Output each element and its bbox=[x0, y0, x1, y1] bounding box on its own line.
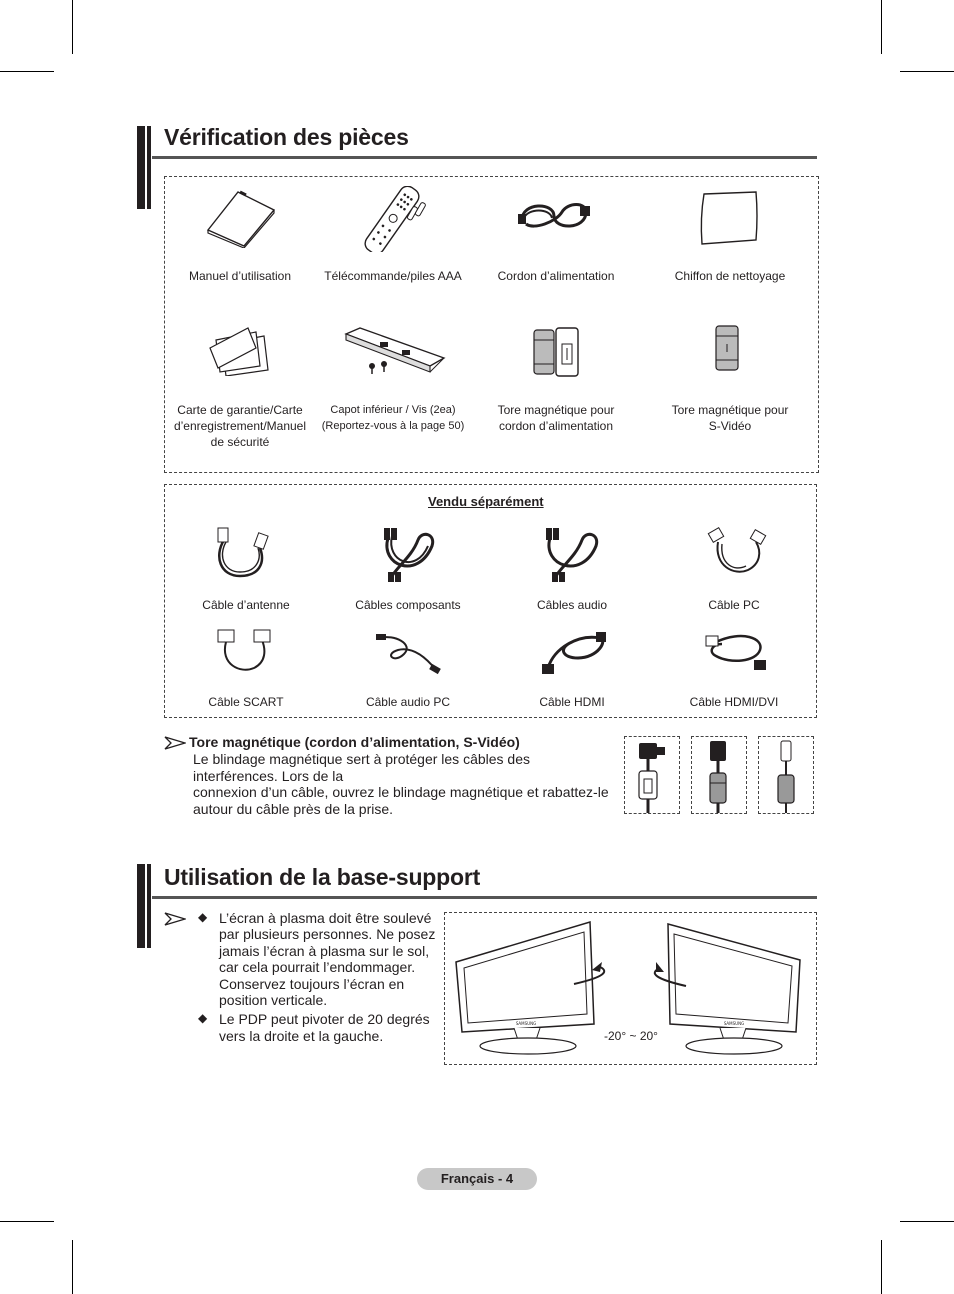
cleaning-cloth-icon bbox=[698, 190, 760, 246]
section-rule bbox=[152, 156, 817, 159]
section-title: Utilisation de la base-support bbox=[164, 864, 481, 890]
core-illustration-box bbox=[758, 736, 814, 814]
note-line: Le blindage magnétique sert à protéger les câbles des bbox=[193, 751, 530, 767]
note-line: interférences. Lors de la bbox=[193, 768, 344, 784]
crop-mark bbox=[0, 1221, 54, 1222]
angle-label: -20° ~ 20° bbox=[604, 1029, 658, 1043]
antenna-cable-icon bbox=[210, 526, 274, 582]
item-label: Tore magnétique pour S-Vidéo bbox=[671, 403, 789, 433]
page-number-badge: Français - 4 bbox=[417, 1168, 537, 1190]
bottom-cover-icon bbox=[340, 324, 446, 376]
item-label: Manuel d’utilisation bbox=[188, 269, 292, 283]
pc-audio-cable-icon bbox=[374, 630, 442, 676]
section-marker bbox=[147, 126, 151, 209]
section-title: Vérification des pièces bbox=[164, 124, 409, 150]
item-label: Carte de garantie/Carte d’enregistrement/Manuel de sécurité bbox=[173, 403, 307, 449]
note-line: connexion d’un câble, ouvrez le blindage magnétique et rabattez-le bbox=[193, 784, 609, 800]
item-label: Câbles composants bbox=[355, 598, 461, 612]
item-label: Câble HDMI/DVI bbox=[689, 695, 779, 709]
hdmi-dvi-cable-icon bbox=[702, 628, 770, 678]
note-title: Tore magnétique (cordon d’alimentation, S-Vidéo) bbox=[189, 734, 520, 750]
crop-mark bbox=[0, 71, 54, 72]
ferrite-core-svideo-plug-icon bbox=[759, 737, 813, 813]
bullet-line: L’écran à plasma doit être soulevé bbox=[219, 910, 432, 926]
crop-mark bbox=[881, 0, 882, 54]
crop-mark bbox=[900, 1221, 954, 1222]
item-label: Câble SCART bbox=[208, 695, 284, 709]
crop-mark bbox=[72, 1240, 73, 1294]
audio-cables-icon bbox=[542, 526, 602, 582]
item-label: Câble audio PC bbox=[365, 695, 451, 709]
bullet-line: position verticale. bbox=[219, 992, 328, 1008]
item-label: Cordon d’alimentation bbox=[497, 269, 615, 283]
remote-control-icon bbox=[358, 186, 430, 252]
crop-mark bbox=[881, 1240, 882, 1294]
item-label: Chiffon de nettoyage bbox=[674, 269, 786, 283]
note-line: autour du câble près de la prise. bbox=[193, 801, 394, 817]
section-marker bbox=[147, 864, 151, 948]
bullet-line: Le PDP peut pivoter de 20 degrés bbox=[219, 1011, 430, 1027]
manual-icon bbox=[204, 188, 276, 248]
item-label: Câble PC bbox=[708, 598, 760, 612]
item-label: Télécommande/piles AAA bbox=[324, 269, 462, 283]
bullet-line: car cela pourrait l’endommager. bbox=[219, 959, 416, 975]
core-illustration-box bbox=[624, 736, 680, 814]
item-label: Câbles audio bbox=[536, 598, 608, 612]
scart-cable-icon bbox=[214, 628, 274, 678]
crop-mark bbox=[72, 0, 73, 54]
component-cables-icon bbox=[378, 526, 438, 582]
crop-mark bbox=[900, 71, 954, 72]
sold-separately-title: Vendu séparément bbox=[428, 494, 544, 509]
bullet-line: jamais l’écran à plasma sur le sol, bbox=[219, 943, 430, 959]
ferrite-core-power-icon bbox=[530, 322, 582, 380]
note-arrow-icon bbox=[164, 736, 186, 750]
power-cord-icon bbox=[516, 196, 592, 236]
section-marker bbox=[137, 126, 145, 209]
item-label: Capot inférieur / Vis (2ea) (Reportez-vous à la page 50) bbox=[321, 404, 465, 432]
section-marker bbox=[137, 864, 145, 948]
pc-cable-icon bbox=[704, 526, 768, 580]
svg-text:SAMSUNG: SAMSUNG bbox=[515, 1021, 537, 1026]
item-label: Tore magnétique pour cordon d’alimentation bbox=[497, 403, 615, 433]
ferrite-core-plug-icon bbox=[692, 737, 746, 813]
item-label: Câble d’antenne bbox=[202, 598, 290, 612]
note-arrow-icon bbox=[164, 912, 186, 926]
item-label: Câble HDMI bbox=[539, 695, 605, 709]
bullet-diamond-icon: ◆ bbox=[198, 1011, 208, 1025]
svg-text:SAMSUNG: SAMSUNG bbox=[723, 1021, 745, 1026]
hdmi-cable-icon bbox=[538, 628, 608, 678]
section-rule bbox=[152, 896, 817, 899]
bullet-line: par plusieurs personnes. Ne posez bbox=[219, 926, 436, 942]
warranty-cards-icon bbox=[208, 326, 272, 376]
ferrite-core-plug-icon bbox=[625, 737, 679, 813]
ferrite-core-svideo-icon bbox=[712, 322, 744, 374]
bullet-diamond-icon: ◆ bbox=[198, 910, 208, 924]
core-illustration-box bbox=[691, 736, 747, 814]
bullet-line: Conservez toujours l’écran en bbox=[219, 976, 405, 992]
bullet-line: vers la droite et la gauche. bbox=[219, 1028, 384, 1044]
